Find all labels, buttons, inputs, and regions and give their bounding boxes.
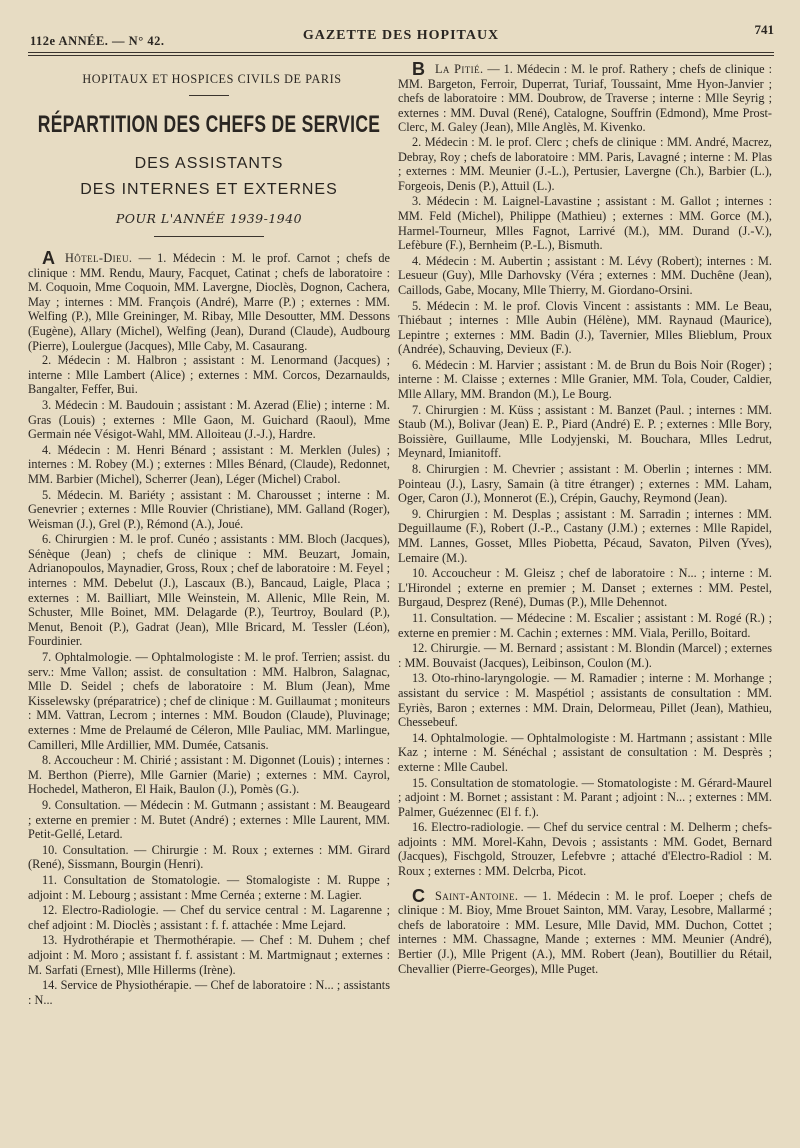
service-entry: 15. Consultation de stomatologie. — Stomatologiste : M. Gérard-Maurel ; adjoint : M. Bornet ; assistant : M. Parant ; adjoint : N... ; externes : MM. Palmer, Guézennec (El f. f.).: [398, 775, 772, 819]
service-entry: 4. Médecin : M. Aubertin ; assistant : M. Lévy (Robert); internes : M. Lesueur (Guy), Mlle Darhovsky (Véra ; externes : MM. Duchêne (Jean), Caillods, Gabe, Mocany, Mlle Thierry, M. Giordano-Orsini.: [398, 253, 772, 297]
page-number: 741: [754, 22, 774, 37]
service-entry: 5. Médecin. M. Bariéty ; assistant : M. Charousset ; interne : M. Genevrier ; externes : Mlle Rouvier (Christiane), MM. Galland (Roger), Weisman (J.), Grel (P.), Rémond (A.), Joué.: [28, 487, 390, 531]
service-entry: 9. Chirurgien : M. Desplas ; assistant : M. Sarradin ; internes : MM. Deguillaume (F.), Robert (J.-P.., Castany (J.M.) ; externes : Mlle Rapidel, MM. Lannes, Gosset, Mlles Piobetta, Pécaud, Savaton, Pilven (Yves), Lemaire (M.).: [398, 506, 772, 565]
page-header: [28, 22, 774, 53]
article-subtitle-2: DES INTERNES ET EXTERNES: [80, 181, 338, 198]
service-entry: 10. Accoucheur : M. Gleisz ; chef de laboratoire : N... ; interne : M. L'Hirondel ; externe en premier ; M. Danset ; externes : MM. Pestel, Burgaud, Desprez (René), Dumas (P.), Mlle Dehennot.: [398, 566, 772, 610]
service-entry: 3. Médecin : M. Baudouin ; assistant : M. Azerad (Elie) ; interne : M. Gras (Louis) ; externes : Mlle Gaon, M. Guichard (Raoul), Mme Germain née Vésigot-Wahl, MM. Alloiteau (J.-J.), Hardre.: [28, 397, 390, 442]
service-entry: 13. Hydrothérapie et Thermothérapie. — Chef : M. Duhem ; chef adjoint : M. Moro ; assistant f. f. assistant : M. Martmignaut ; externes : M. Sarfati (Ernest), Mlle Hillerms (Irène).: [28, 933, 390, 977]
service-entry: 8. Chirurgien : M. Chevrier ; assistant : M. Oberlin ; internes : MM. Pointeau (J.), Lasry, Samain (à titre étranger) ; externes : MM. Laham, Oger, Caron (J.), Monnerot (E.), Crépin, Gauchy, Reymond (Jean).: [398, 462, 772, 506]
divider: [189, 95, 229, 96]
service-entry: 2. Médecin : M. Halbron ; assistant : M. Lenormand (Jacques) ; interne : Mlle Lambert (Alice) ; externes : MM. Corcos, Dezarnaulds, Bangalter, Feffer, Bui.: [28, 353, 390, 397]
divider: [154, 236, 264, 237]
article-subtitle-1: DES ASSISTANTS: [134, 155, 284, 172]
article-title: RÉPARTITION DES CHEFS DE SERVICE: [37, 110, 381, 138]
hospital-name: Hôtel-Dieu.: [65, 251, 133, 265]
service-entry: 8. Accoucheur : M. Chirié ; assistant : M. Digonnet (Louis) ; internes : M. Berthon (Pierre), Mlle Garnier (Marie) ; externes : MM. Cayrol, Hochedel, Matheron, El Haik, Baulon (J.), Pomès (G.).: [28, 753, 390, 797]
service-entry: 10. Consultation. — Chirurgie : M. Roux ; externes : MM. Girard (René), Sissmann, Bourgin (Henri).: [28, 842, 390, 872]
section-a-paragraphs: [28, 353, 390, 1007]
service-entry: 12. Electro-Radiologie. — Chef du service central : M. Lagarenne ; chef adjoint : M. Dioclès ; assistant : f. f. attachée : Mme Lejard.: [28, 903, 390, 932]
service-entry: 5. Médecin : M. le prof. Clovis Vincent : assistants : MM. Le Beau, Thiébaut ; internes : Mlle Aubin (Hélène), MM. Raynaud (Maurice), Lepintre ; externes : MM. Badin (J.), Tavernier, Mlles Blieblum, Proux (Andrée), Schauving, Devieux (F.).: [398, 298, 772, 357]
section-lead: — 1. Médecin : M. le prof. Rathery ; chefs de clinique : MM. Bargeton, Ferroir, Duperrat, Turiaf, Toussaint, Mme Hyon-Janvier ; chefs de laboratoire : MM. Doubrow, de Traverse ; interne : Mlle Seyrig ; externes : MM. Duval (René), Catalogne, Souffrin (Edmond), Mme Prost-Clerc, M. Galey (Jean), Mlle Anglès, M. Kivenko.: [398, 62, 772, 135]
service-entry: 6. Chirurgien : M. le prof. Cunéo ; assistants : MM. Bloch (Jacques), Sénèque (Jean) ; chefs de clinique : MM. Beuzart, Jomain, Adrianopoulos, Maynadier, Gross, Roux ; chef de laboratoire : M. Feyel ; internes : MM. Debelut (J.), Lascaux (B.), Bancaud, Laigle, Placa ; externes : M. Bailliart, Mlle Weinstein, M. Allenic, Mlle Rein, M. Schuster, Mlle Boinet, MM. Delagarde (P.), Teurtroy, Boulard (P.), Menut, Benoit (P.), Gadrat (Jean), Mlle Bricard, M. Tessler (Léon), Fourdinier.: [28, 532, 390, 649]
hospital-name: La Pitié.: [435, 62, 484, 76]
header-rule: [28, 55, 774, 56]
section-gap: [398, 879, 772, 889]
service-entry: 14. Ophtalmologie. — Ophtalmologiste : M. Hartmann ; assistant : Mlle Kaz ; interne : M. Sénéchal ; assistant de consultation : M. Desprès ; externe : Mlle Caubel.: [398, 730, 772, 774]
section-head: [398, 59, 772, 135]
section-letter: B: [412, 59, 425, 79]
section-letter: C: [412, 885, 425, 906]
service-entry: 11. Consultation de Stomatologie. — Stomalogiste : M. Ruppe ; adjoint : M. Lebourg ; assistant : Mme Cernéa ; externe : M. Lagier.: [28, 872, 390, 902]
service-entry: 14. Service de Physiothérapie. — Chef de laboratoire : N... ; assistants : N...: [28, 978, 390, 1007]
article-period: POUR L'ANNÉE 1939-1940: [115, 211, 303, 226]
service-entry: 13. Oto-rhino-laryngologie. — M. Ramadier ; interne : M. Morhange ; assistant du service : M. Maspétiol ; assistants de consultation : MM. Eyriès, Baron ; externes : MM. Drain, Delormeau, Pillet (Jean), Mathieu, Chessebeuf.: [398, 671, 772, 730]
service-entry: 12. Chirurgie. — M. Bernard ; assistant : M. Blondin (Marcel) ; externes : MM. Bouvaist (Jacques), Leibinson, Coulon (M.).: [398, 641, 772, 670]
section-head: [398, 885, 772, 977]
service-entry: 2. Médecin : M. le prof. Clerc ; chefs de clinique : MM. André, Macrez, Debray, Roy ; chefs de laboratoire : MM. Paris, Lavagné ; interne : M. Plas ; externes : MM. Meunier (J.-L.), Pertusier, Lavergne (Ch.), Barbier (L.), Forgeois, Denis (P.), Attuil (L.).: [398, 134, 772, 193]
service-entry: 3. Médecin : M. Laignel-Lavastine ; assistant : M. Gallot ; internes : MM. Feld (Michel), Philippe (Mathieu) ; externes : MM. Gorce (M.), Harmel-Tourneur, Mlles Fagnot, Larrivé (M.), MM. Durand (J.-V.), Lefèbure (F.), Bernheim (P.-L.), Bismuth.: [398, 194, 772, 253]
hospital-name: Saint-Antoine.: [435, 888, 519, 903]
section-lead: — 1. Médecin : M. le prof. Carnot ; chefs de clinique : MM. Rendu, Maury, Facquet, Catinat ; chefs de laboratoire : M. Coquoin, Mme Coquoin, MM. Lavergne, Dioclès, Dognon, Cachera, May ; internes : MM. François (André), Marre (P.) ; externes : MM. Welfing (P.), Mlle Greininger, M. Ribay, Mlle Desoutter, MM. Dessons (Eugène), Allary (Michel), Welfing (Jean), Durand (Claude), Audbourg (Pierre), Loulergue (Jacques), Mlle Caby, M. Casaurang.: [28, 251, 390, 353]
journal-title: GAZETTE DES HOPITAUX: [302, 28, 500, 43]
service-entry: 6. Médecin : M. Harvier ; assistant : M. de Brun du Bois Noir (Roger) ; interne : M. Claisse ; externes : Mlle Granier, MM. Tola, Couder, Caldier, Mlle Allary, MM. Brandon (M.), Le Bourg.: [398, 357, 772, 402]
service-entry: 4. Médecin : M. Henri Bénard ; assistant : M. Merklen (Jules) ; internes : M. Robey (M.) ; externes : Mlles Bénard, (Claude), Redonnet, MM. Barbier (Michel), Scherrer (Jean), Léger (Michel) Crabol.: [28, 442, 390, 486]
service-entry: 7. Ophtalmologie. — Ophtalmologiste : M. le prof. Terrien; assist. du serv.: Mme Vallon; assist. de consultation : MM. Halbron, Salagnac, Mlle D. Seidel ; chefs de laboratoire : M. Blum (Jean), Mme Kisselewsky (préparatrice) ; chef de clinique : M. Guillaumat ; moniteurs : MM. Vattran, Lecrom ; internes : MM. Boudon (Claude), Pluvinage; externes : Mme de Prelaumé de Céleron, Mlle Pauliac, MM. Marlingue, Camilleri, Mlle Ardillier, MM. Dumée, Catsanis.: [28, 650, 390, 752]
department-title: HOPITAUX ET HOSPICES CIVILS DE PARIS: [82, 72, 342, 86]
right-column: [398, 59, 772, 976]
columns: [28, 59, 778, 1148]
issue-number: 112e ANNÉE. — N° 42.: [30, 34, 165, 48]
section-head: [28, 248, 390, 353]
section-lead: — 1. Médecin : M. le prof. Loeper ; chefs de clinique : M. Bioy, Mme Brouet Sainton, MM. Varay, Lesobre, Mallarmé ; chefs de laboratoire : MM. Lesure, Mlle David, MM. Duchon, Cottet ; internes : MM. Chassagne, Mande ; externes : MM. Meunier (André), Bertier (J.), Mlle Prigent (A.), MM. Robert (Jean), Boutillier du Rétail, Chevallier (Pierre-Georges), Mlle Puget.: [398, 888, 772, 976]
service-entry: 16. Electro-radiologie. — Chef du service central : M. Delherm ; chefs-adjoints : MM. Morel-Kahn, Devois ; assistants : MM. Godet, Bernard (Jacques), Fischgold, Strouzer, Lefebvre ; attaché d'Electro-Radiol : M. Roux ; externes : MM. Delcrba, Picot.: [398, 820, 772, 879]
service-entry: 7. Chirurgien : M. Küss ; assistant : M. Banzet (Paul. ; internes : MM. Staub (M.), Bolivar (Jean) E. P., Piard (André) E. P. ; externes : Mlle Bory, Boissière, Guillaume, Mlle Lodyjenski, M. Bouchara, Mlles Ledrut, Meynard, Imianitoff.: [398, 402, 772, 461]
service-entry: 11. Consultation. — Médecine : M. Escalier ; assistant : M. Rogé (R.) ; externe en premier : M. Cachin ; externes : MM. Viala, Perillo, Boitard.: [398, 610, 772, 640]
section-letter: A: [42, 248, 55, 268]
service-entry: 9. Consultation. — Médecin : M. Gutmann ; assistant : M. Beaugeard ; externe en premier : M. Butet (André) ; externes : Mlle Laurent, MM. Petit-Gellé, Letard.: [28, 797, 390, 842]
section-b-paragraphs: [398, 135, 772, 879]
left-column: [28, 62, 390, 1007]
